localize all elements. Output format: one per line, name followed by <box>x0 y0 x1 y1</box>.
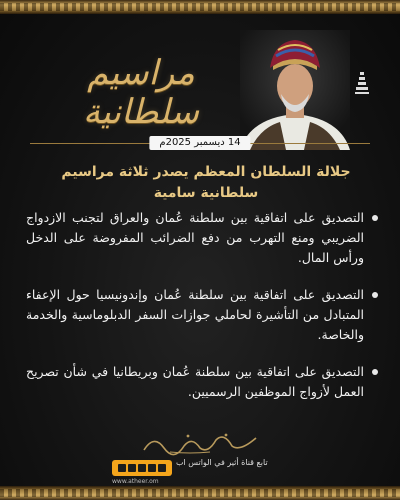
item-text: التصديق على اتفاقية بين سلطنة عُمان وإندونيسيا حول الإعفاء المتبادل من التأشيرة لحاملي جوازات السفر الدبلوماسية والخدمة والخاصة. <box>26 287 364 342</box>
bullet-icon <box>372 369 378 375</box>
royal-decrees-logo: مراسيم سلطانية <box>83 53 199 133</box>
footer <box>0 428 400 486</box>
bullet-icon <box>372 292 378 298</box>
x-icon <box>158 464 166 472</box>
top-ornament-border <box>0 0 400 14</box>
bottom-ornament-border <box>0 486 400 500</box>
follow-whatsapp-text[interactable]: تابع قناة أثير في الواتس اب <box>176 458 268 467</box>
header <box>0 14 400 134</box>
item-text: التصديق على اتفاقية بين سلطنة عُمان وبريطانيا في شأن تصريح العمل لأزواج الموظفين الرسميين. <box>26 364 364 399</box>
date-row <box>30 136 370 150</box>
signal-bars-icon <box>355 72 369 94</box>
date-badge: 14 ديسمبر 2025م <box>149 136 250 150</box>
instagram-icon <box>148 464 156 472</box>
list-item <box>26 362 378 402</box>
list-item <box>26 208 378 268</box>
list-item <box>26 285 378 345</box>
facebook-icon <box>128 464 136 472</box>
website-url[interactable]: www.atheer.om <box>112 478 159 485</box>
calligraphy-signature-icon <box>140 430 260 456</box>
youtube-icon <box>118 464 126 472</box>
item-text: التصديق على اتفاقية بين سلطنة عُمان والعراق لتجنب الازدواج الضريبي ومنع التهرب من دفع الضرائب المفروضة على الدخل ورأس المال. <box>26 210 364 265</box>
sultan-portrait <box>240 30 350 150</box>
social-icons-badge[interactable] <box>112 460 172 476</box>
decree-list <box>26 208 378 419</box>
whatsapp-icon <box>138 464 146 472</box>
bullet-icon <box>372 215 378 221</box>
headline: جلالة السلطان المعظم يصدر ثلاثة مراسيم سلطانية سامية <box>61 164 351 201</box>
